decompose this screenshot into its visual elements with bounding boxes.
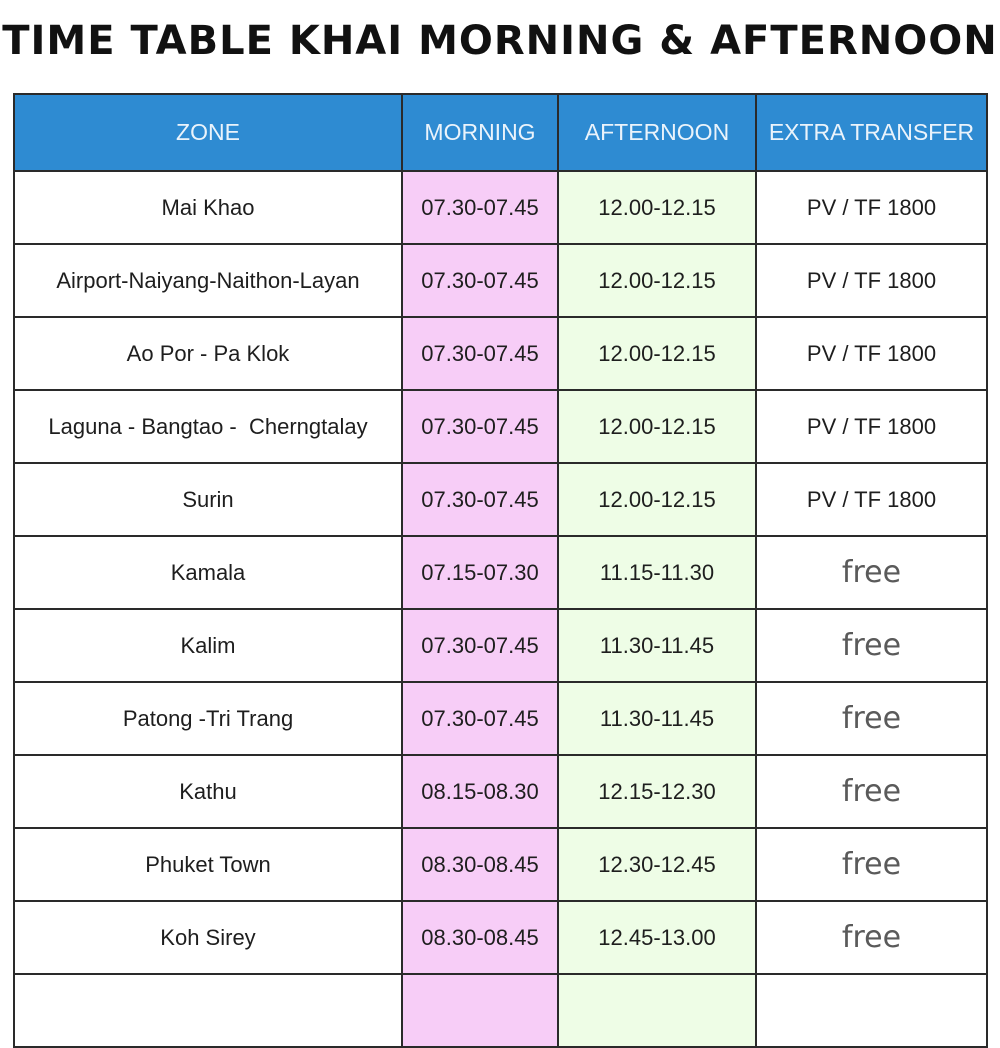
extra-transfer-cell-empty	[756, 974, 987, 1047]
extra-transfer-cell: PV / TF 1800	[756, 390, 987, 463]
table-row	[14, 755, 987, 828]
afternoon-cell: 12.45-13.00	[558, 901, 756, 974]
afternoon-cell: 12.30-12.45	[558, 828, 756, 901]
morning-cell: 07.30-07.45	[402, 463, 558, 536]
morning-cell: 07.30-07.45	[402, 244, 558, 317]
afternoon-cell: 12.00-12.15	[558, 244, 756, 317]
morning-cell: 07.30-07.45	[402, 171, 558, 244]
morning-cell: 07.15-07.30	[402, 536, 558, 609]
table-row	[14, 682, 987, 755]
zone-cell: Phuket Town	[14, 828, 402, 901]
zone-cell: Airport-Naiyang-Naithon-Layan	[14, 244, 402, 317]
afternoon-cell: 11.30-11.45	[558, 682, 756, 755]
morning-cell: 08.30-08.45	[402, 828, 558, 901]
extra-transfer-cell: free	[756, 682, 987, 755]
afternoon-cell: 12.15-12.30	[558, 755, 756, 828]
extra-transfer-cell: free	[756, 755, 987, 828]
table-row	[14, 171, 987, 244]
table-row	[14, 463, 987, 536]
header-extra-transfer: EXTRA TRANSFER	[756, 94, 987, 171]
zone-cell: Patong -Tri Trang	[14, 682, 402, 755]
table-row	[14, 244, 987, 317]
table-row	[14, 317, 987, 390]
zone-cell: Ao Por - Pa Klok	[14, 317, 402, 390]
table-row	[14, 901, 987, 974]
zone-cell: Kalim	[14, 609, 402, 682]
extra-transfer-cell: PV / TF 1800	[756, 244, 987, 317]
timetable	[13, 93, 988, 1048]
afternoon-cell-empty	[558, 974, 756, 1047]
zone-cell: Laguna - Bangtao - Cherngtalay	[14, 390, 402, 463]
morning-cell: 07.30-07.45	[402, 682, 558, 755]
table-row	[14, 390, 987, 463]
zone-cell: Kamala	[14, 536, 402, 609]
afternoon-cell: 12.00-12.15	[558, 390, 756, 463]
zone-cell-empty	[14, 974, 402, 1047]
morning-cell: 08.15-08.30	[402, 755, 558, 828]
afternoon-cell: 12.00-12.15	[558, 317, 756, 390]
table-row-partial	[14, 974, 987, 1047]
table-row	[14, 828, 987, 901]
table-row	[14, 536, 987, 609]
afternoon-cell: 12.00-12.15	[558, 171, 756, 244]
header-morning: MORNING	[402, 94, 558, 171]
morning-cell: 07.30-07.45	[402, 390, 558, 463]
extra-transfer-cell: free	[756, 609, 987, 682]
morning-cell: 07.30-07.45	[402, 609, 558, 682]
zone-cell: Surin	[14, 463, 402, 536]
extra-transfer-cell: PV / TF 1800	[756, 463, 987, 536]
morning-cell-empty	[402, 974, 558, 1047]
afternoon-cell: 12.00-12.15	[558, 463, 756, 536]
extra-transfer-cell: PV / TF 1800	[756, 171, 987, 244]
header-zone: ZONE	[14, 94, 402, 171]
afternoon-cell: 11.30-11.45	[558, 609, 756, 682]
extra-transfer-cell: free	[756, 828, 987, 901]
header-afternoon: AFTERNOON	[558, 94, 756, 171]
header-row	[14, 94, 987, 171]
zone-cell: Kathu	[14, 755, 402, 828]
morning-cell: 08.30-08.45	[402, 901, 558, 974]
zone-cell: Mai Khao	[14, 171, 402, 244]
zone-cell: Koh Sirey	[14, 901, 402, 974]
afternoon-cell: 11.15-11.30	[558, 536, 756, 609]
extra-transfer-cell: free	[756, 536, 987, 609]
table-row	[14, 609, 987, 682]
morning-cell: 07.30-07.45	[402, 317, 558, 390]
page-title: TIME TABLE KHAI MORNING & AFTERNOON	[2, 18, 998, 64]
extra-transfer-cell: free	[756, 901, 987, 974]
extra-transfer-cell: PV / TF 1800	[756, 317, 987, 390]
